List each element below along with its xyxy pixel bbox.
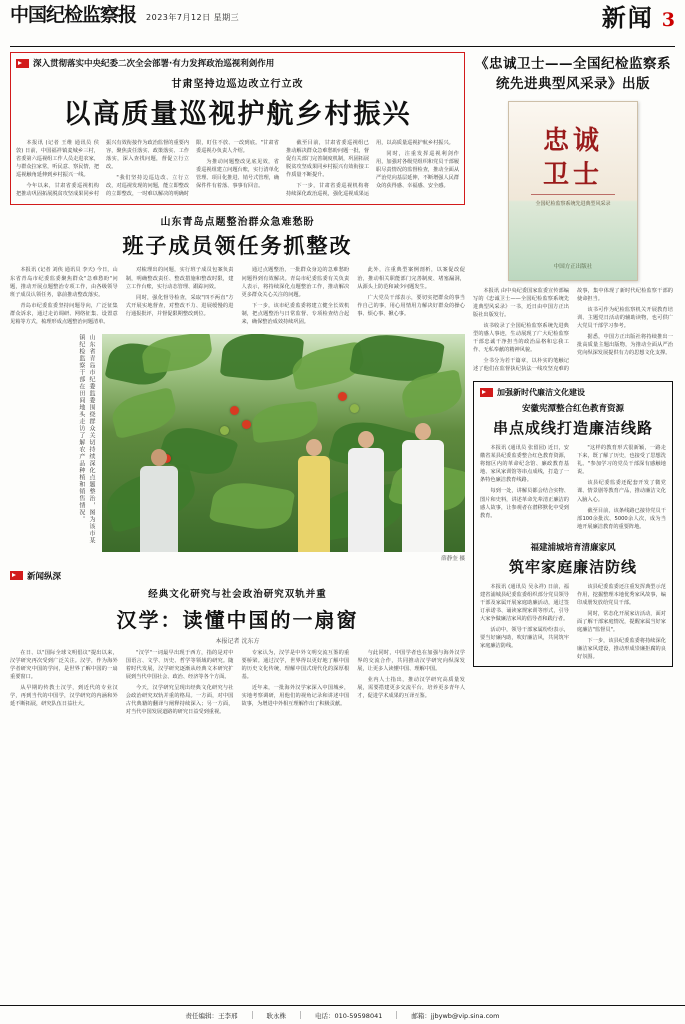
clean-culture-paragraph: 截至目前，该条线路已接待党员干部100余批次、5000余人次，成为当地开展廉洁教育的重要阵地。 xyxy=(577,507,666,530)
publication-date: 2023年7月12日 星期三 xyxy=(146,13,240,22)
third-paragraph: 在日、以"国际全球文明倡议"提出以来，汉学研究再次受到广泛关注。汉学，作为海外学者研究中国的学问，是世界了解中国的一扇重要窗口。 xyxy=(10,649,118,681)
footer-divider xyxy=(300,1011,301,1019)
book-feature-title: 《忠诚卫士——全国纪检监察系统先进典型风采录》出版 xyxy=(475,56,671,93)
third-paragraph: 业内人士指出，推动汉学研究高质量发展，需要搭建更多交流平台，培养更多青年人才，促进学术成果的互译互鉴。 xyxy=(357,677,465,700)
family-style-headline: 筑牢家庭廉洁防线 xyxy=(508,557,637,576)
third-section-flag-text: 新闻纵深 xyxy=(27,571,62,582)
lead-paragraph: 下一步，甘肃省委巡视机构将持续深化政治巡视，强化巡视成果运用，以高质量巡视护航乡村振兴。 xyxy=(286,140,454,198)
second-paragraph: 此外，注重典型案例剖析，以案促改促治，推动相关职能部门完善制度、堵塞漏洞，从源头上防范和减少问题发生。 xyxy=(357,267,465,290)
second-paragraph: 通过点题整治，一批群众身边的急难愁盼问题得到有效解决。青岛市纪委监委有关负责人表示，将持续深化点题整治工作，推动解决更多群众关心关注的问题。 xyxy=(241,267,350,298)
lead-kicker xyxy=(16,57,459,69)
clean-culture-box xyxy=(473,381,673,667)
lead-paragraph: "我们坚持边巡边改、立行立改，对巡视发现的问题，能立即整改的立即整改，一时难以解决的明确时限，盯住不放、一改到底。"甘肃省委巡视办负责人介绍。 xyxy=(106,140,279,198)
left-column xyxy=(10,52,465,1002)
footer-layout: 耿永株 xyxy=(266,1011,287,1020)
page-body xyxy=(10,52,675,1002)
second-paragraph: 本报讯 (记者 刘侠 通讯员 李天) 今日，山东省青岛市纪委监委聚焦群众"急难愁盼"问题，推动开展点题整治专项工作，由各级领导班子成员认领任务，靠前推动整改落实。 xyxy=(10,267,118,298)
family-style-paragraph: 本报讯 (通讯员 吴永祥) 日前，福建省浦城县纪委监委组织部分党员领导干部及家属开展家庭助廉活动，通过签订承诺书、诵读家规家训等形式，引导大家争做廉洁家风的倡导者和践行者。 xyxy=(480,583,569,622)
lead-paragraph: 同时，注重发挥巡视利剑作用，加强对各级党组织和党员干部履职尽责情况的监督检查，推动全面从严治党向基层延伸，不断增强人民群众的获得感、幸福感、安全感。 xyxy=(376,151,460,190)
book-paragraph: 据悉，中国方正出版社将持续推出一批高质量主题出版物，为推动全面从严治党向纵深发展提供有力的思想文化支撑。 xyxy=(577,333,673,356)
third-paragraph: "汉学"一词最早出现于西方，指的是对中国语言、文学、历史、哲学等领域的研究。随着时代发展，汉学研究逐渐从经典文本研究扩展到当代中国社会、政治、经济等各个方面。 xyxy=(125,649,234,681)
second-paragraph: 对梳理出的问题，实行班子成员包案负责制，明确整改责任、整改措施和整改时限，建立工作台账，实行动态管理、跟踪问效。 xyxy=(125,267,234,290)
newspaper-logo: 中国纪检监察报 xyxy=(10,4,137,26)
book-feature-body xyxy=(473,287,673,374)
page-number: 3 xyxy=(661,9,675,31)
photo-caption: 山东省青岛市纪委监委围绕群众关切持续深化点题整治，图为该市某镇纪检监察干部在田间地头走访了解农产品种植和销售情况。 xyxy=(77,333,95,544)
red-flag-icon xyxy=(480,388,493,397)
third-body xyxy=(10,649,465,717)
red-flag-icon xyxy=(10,571,23,580)
third-paragraph: 今天，汉学研究呈现出经典文化研究与社会政治研究双轨并重的格局。一方面，对中国古代典籍的翻译与阐释持续深入；另一方面，对当代中国发展道路的研究日益受到重视。 xyxy=(125,685,234,716)
lead-paragraph: 截至目前，甘肃省委巡视组已推动解决群众急难愁盼问题一批，督促有关部门完善制度机制，巩固拓展脱贫攻坚成果同乡村振兴有效衔接工作质量不断提升。 xyxy=(286,140,370,179)
second-paragraph: 下一步，该市纪委监委将建立健全长效机制，把点题整治与日常监督、专项检查结合起来，确保整治成效持续巩固。 xyxy=(241,302,350,325)
footer-divider xyxy=(252,1011,253,1019)
clean-culture-kicker xyxy=(480,387,666,398)
photo-credit: 薛静奎 摄 xyxy=(441,555,465,562)
lead-subtitle: 甘肃坚持边巡边改立行立改 xyxy=(171,79,304,90)
clean-culture-paragraph: 该县纪委监委还配套开发了微党课、情景剧等教育产品，推动廉洁文化入脑入心。 xyxy=(577,480,666,503)
masthead xyxy=(10,3,675,42)
right-column xyxy=(473,52,673,1002)
book-feature xyxy=(473,54,673,373)
second-headline: 班子成员领任务抓整改 xyxy=(122,233,353,259)
lead-paragraph: 本报讯 (记者 王维 通讯员 侯 敦) 日前，中国福祥镇麦城乡三村，省委第六巡视组工作人员走进农家，与群众拉家常，听民意、察民情，把巡视触角延伸到乡村振兴一线。 xyxy=(16,140,100,179)
book-cover-subtitle: 全国纪检监察系统先进典型风采录 xyxy=(535,200,611,207)
book-paragraph: 该书可作为纪检监察机关开展教育培训、主题党日活动的辅助读物，也可供广大党员干部学习参考。 xyxy=(577,306,673,329)
footer-email: 邮箱：jjbywb@vip.sina.com xyxy=(411,1011,500,1020)
lead-headline: 以高质量巡视护航乡村振兴 xyxy=(63,99,412,130)
third-paragraph: 从早期的传教士汉学，到近代的专业汉学，再到当代的中国学，汉学研究的内涵和外延不断拓展，研究队伍日益壮大。 xyxy=(10,685,118,708)
book-paragraph: 该书收录了全国纪检监察系统先进典型的感人事迹，生动展现了广大纪检监察干部忠诚干净担当的政治品格和忘我工作、无私奉献的精神风貌。 xyxy=(473,322,569,353)
footer-editor: 责任编辑：王李邢 xyxy=(185,1011,238,1020)
clean-culture-paragraph: "这样的教育形式很新颖，一路走下来，既了解了历史，也接受了思想洗礼。"参加学习的党员干部深有感触地说。 xyxy=(577,445,666,476)
second-story xyxy=(10,213,465,561)
third-subtitle: 经典文化研究与社会政治研究双轨并重 xyxy=(148,588,327,600)
third-story xyxy=(10,570,465,717)
book-cover-image xyxy=(508,101,638,281)
clean-culture-body xyxy=(480,444,666,531)
book-paragraph: 本报讯 由中央纪委国家监委宣传部编写的《忠诚卫士——全国纪检监察系统先进典型风采录》一书，近日由中国方正出版社出版发行。 xyxy=(473,287,569,318)
second-paragraph: 广大党员干部表示，要切实把群众的事当作自己的事，用心用情用力解决好群众的操心事、烦心事、揪心事。 xyxy=(357,294,465,317)
family-style-subtitle: 福建浦城培育清廉家风 xyxy=(530,542,616,553)
family-style-paragraph: 该县纪委监委还注重发挥典型示范作用，挖掘整理本地优秀家风故事，编印成册发放给党员干部。 xyxy=(577,583,666,606)
family-style-paragraph: 同时，常态化开展家访活动，面对面了解干部家庭情况，提醒家属当好家庭廉洁"监督员"。 xyxy=(577,610,666,634)
masthead-left xyxy=(10,6,239,27)
second-paragraph: 青岛市纪委监委坚持问题导向，广泛征集群众诉求，通过走访调研、网络征集、设置意见箱等方式，梳理形成点题整治问题清单。 xyxy=(10,302,118,325)
clean-culture-kicker-text: 加强新时代廉洁文化建设 xyxy=(497,388,585,398)
section-title: 新闻 xyxy=(601,3,654,32)
family-style-paragraph: 下一步，该县纪委监委将持续深化廉洁家风建设，推动形成崇廉拒腐的良好氛围。 xyxy=(577,638,666,661)
clean-culture-headline: 串点成线打造廉洁线路 xyxy=(492,419,653,438)
book-cover-title-line2: 卫士 xyxy=(542,159,603,190)
masthead-right xyxy=(601,3,675,32)
second-subtitle: 山东青岛点题整治群众急难愁盼 xyxy=(160,217,315,229)
third-paragraph: 与此同时，中国学者也在加强与海外汉学界的交流合作，共同推动汉学研究向纵深发展，让更多人读懂中国、理解中国。 xyxy=(357,649,465,672)
clean-culture-paragraph: 本报讯 (通讯员 张留园) 近日，安徽省某县纪委监委整合红色教育资源，将辖区内的革命纪念馆、廉政教育基地、家风家训馆等串点成线，打造了一条特色廉洁教育线路。 xyxy=(480,445,569,484)
third-paragraph: 近年来，一批海外汉学家深入中国城乡，实地考察调研，用他们的视角记录和讲述中国故事，为增进中外相互理解作出了积极贡献。 xyxy=(241,685,350,708)
red-flag-icon xyxy=(16,59,29,68)
lead-body xyxy=(16,139,459,198)
second-paragraph: 同时，强化督导检查，采取"四不两直"方式开展实地督查，对整改不力、进展缓慢的进行通报批评，并督促限期整改到位。 xyxy=(125,294,234,317)
masthead-rule xyxy=(10,46,675,47)
lead-paragraph: 为推动问题整改见底见效，省委巡视组建立问题台账，实行清单化管理、项目化推进、销号式管理，确保件件有着落、事事有回音。 xyxy=(196,159,280,190)
page-footer xyxy=(0,1005,685,1024)
book-cover-publisher: 中国方正出版社 xyxy=(553,263,593,270)
clean-culture-subtitle: 安徽宪潭整合红色教育资源 xyxy=(521,404,624,415)
second-body xyxy=(10,266,465,325)
family-style-paragraph: 活动中，领导干部家属纷纷表示，要当好廉内助，吹好廉洁风，共同筑牢家庭廉洁防线。 xyxy=(480,627,569,650)
footer-phone: 电话：010-59598041 xyxy=(315,1011,383,1020)
book-cover-divider xyxy=(531,194,615,195)
third-headline: 汉学：读懂中国的一扇窗 xyxy=(116,607,359,632)
book-paragraph: 全书分为若干篇章，以朴实的笔触记述了他们在监督执纪执法一线攻坚克难的故事，集中体现了新时代纪检监察干部的使命担当。 xyxy=(473,287,673,373)
clean-culture-paragraph: 每到一处，讲解员都会结合实物、图片和史料，讲述革命先辈清正廉洁的感人故事，让参观者在潜移默化中受到教育。 xyxy=(480,488,569,519)
third-paragraph: 专家认为，汉学是中外文明交流互鉴的重要桥梁。通过汉学，世界得以更好地了解中国的历史文化传统，理解中国式现代化的深厚根基。 xyxy=(241,649,350,681)
book-cover-title-line1: 忠诚 xyxy=(542,125,603,156)
lead-paragraph: 今年以来，甘肃省委巡视机构把推动巩固拓展脱贫攻坚成果同乡村振兴有效衔接作为政治监督的重要内容，聚焦责任落实、政策落实、工作落实，深入查找问题，督促立行立改。 xyxy=(16,140,190,198)
footer-divider xyxy=(396,1011,397,1019)
photo-block xyxy=(10,334,465,552)
third-byline: 本报记者 沈东方 xyxy=(215,637,260,645)
third-section-flag xyxy=(10,570,465,582)
news-photo xyxy=(102,334,465,552)
lead-kicker-text: 深入贯彻落实中央纪委二次全会部署·有力发挥政治巡视利剑作用 xyxy=(33,59,275,69)
lead-story xyxy=(10,52,465,205)
family-style-body xyxy=(480,583,666,662)
